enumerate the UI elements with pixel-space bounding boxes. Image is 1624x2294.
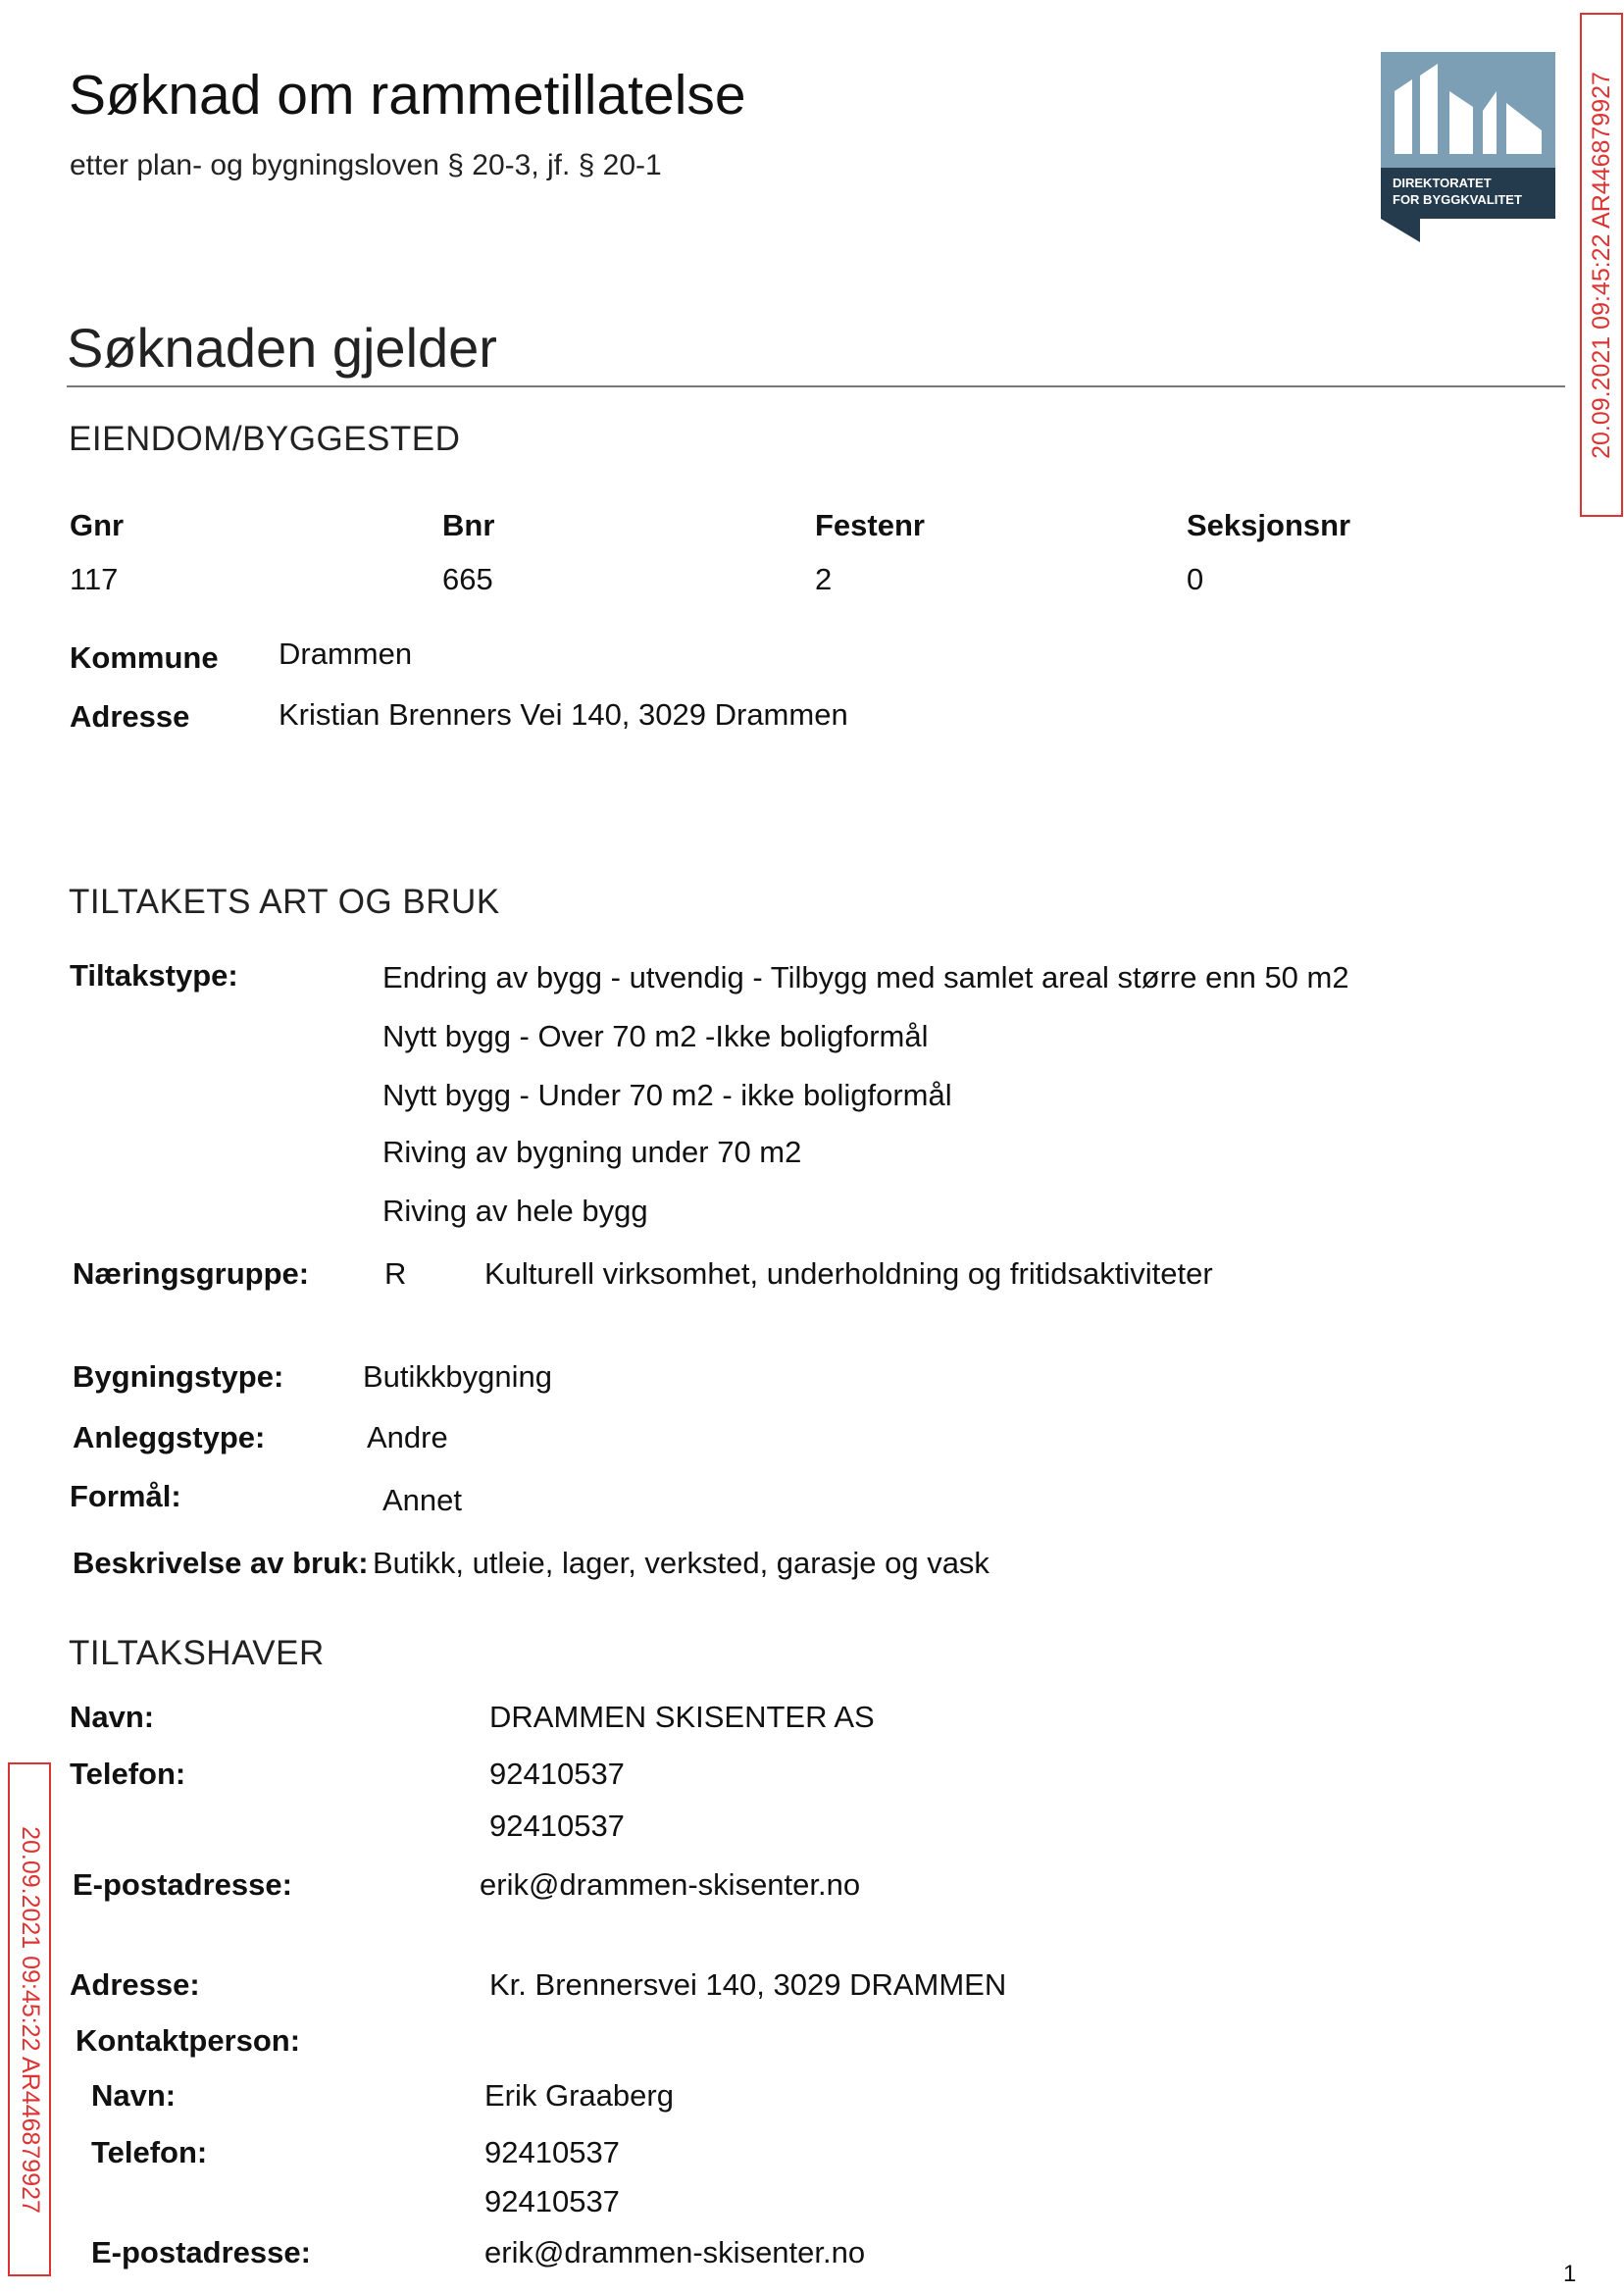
kontakt-epost-value: erik@drammen-skisenter.no bbox=[484, 2235, 866, 2269]
bygningstype-label: Bygningstype: bbox=[73, 1359, 284, 1394]
formal-value: Annet bbox=[382, 1483, 463, 1517]
tiltakshaver-adresse-label: Adresse: bbox=[70, 1967, 200, 2002]
archive-stamp-left bbox=[8, 1762, 51, 2276]
tiltakstype-label: Tiltakstype: bbox=[70, 958, 238, 993]
document-subtitle: etter plan- og bygningsloven § 20-3, jf. § 20-1 bbox=[70, 149, 662, 181]
tiltakstype-item: Riving av hele bygg bbox=[382, 1194, 648, 1228]
logo-tail bbox=[1381, 219, 1420, 242]
gnr-value: 117 bbox=[70, 562, 119, 596]
formal-label: Formål: bbox=[70, 1479, 181, 1513]
page-number: 1 bbox=[1563, 2261, 1577, 2287]
tiltakshaver-epost-value: erik@drammen-skisenter.no bbox=[480, 1867, 861, 1902]
section-title: Søknaden gjelder bbox=[67, 317, 497, 379]
archive-stamp-text: 20.09.2021 09:45:22 AR446879927 bbox=[1587, 71, 1615, 459]
seksjonsnr-label: Seksjonsnr bbox=[1187, 508, 1351, 542]
kommune-value: Drammen bbox=[279, 637, 413, 671]
tiltakstype-item: Nytt bygg - Over 70 m2 -Ikke boligformål bbox=[382, 1019, 929, 1053]
tiltakshaver-adresse-value: Kr. Brennersvei 140, 3029 DRAMMEN bbox=[489, 1967, 1007, 2002]
beskrivelse-label: Beskrivelse av bruk: bbox=[73, 1546, 369, 1580]
tiltakshaver-navn-label: Navn: bbox=[70, 1700, 155, 1734]
festenr-value: 2 bbox=[815, 562, 833, 596]
kommune-label: Kommune bbox=[70, 640, 219, 675]
tiltakshaver-navn-value: DRAMMEN SKISENTER AS bbox=[489, 1700, 875, 1734]
kontakt-navn-value: Erik Graaberg bbox=[484, 2078, 674, 2113]
festenr-label: Festenr bbox=[815, 508, 925, 542]
bnr-label: Bnr bbox=[442, 508, 495, 542]
anleggstype-label: Anleggstype: bbox=[73, 1420, 266, 1454]
logo-text-line-2: FOR BYGGKVALITET bbox=[1393, 192, 1522, 207]
kontakt-navn-label: Navn: bbox=[91, 2078, 177, 2113]
tiltakshaver-epost-label: E-postadresse: bbox=[73, 1867, 292, 1902]
section-divider bbox=[67, 385, 1565, 387]
tiltakstype-item: Nytt bygg - Under 70 m2 - ikke boligformål bbox=[382, 1078, 952, 1112]
logo-text-line-1: DIREKTORATET bbox=[1393, 176, 1492, 190]
tiltakstype-item: Endring av bygg - utvendig - Tilbygg med samlet areal større enn 50 m2 bbox=[382, 960, 1349, 994]
kontaktperson-label: Kontaktperson: bbox=[76, 2023, 301, 2058]
tiltakshaver-telefon-value-2: 92410537 bbox=[489, 1809, 625, 1843]
seksjonsnr-value: 0 bbox=[1187, 562, 1204, 596]
anleggstype-value: Andre bbox=[367, 1420, 448, 1454]
tiltakstype-item: Riving av bygning under 70 m2 bbox=[382, 1135, 802, 1169]
adresse-label: Adresse bbox=[70, 699, 190, 734]
beskrivelse-value: Butikk, utleie, lager, verksted, garasje og vask bbox=[373, 1546, 990, 1580]
kontakt-telefon-value-2: 92410537 bbox=[484, 2184, 620, 2218]
naeringsgruppe-code: R bbox=[384, 1256, 407, 1291]
eiendom-heading: EIENDOM/BYGGESTED bbox=[69, 420, 461, 458]
bygningstype-value: Butikkbygning bbox=[363, 1359, 553, 1394]
adresse-value: Kristian Brenners Vei 140, 3029 Drammen bbox=[279, 697, 848, 732]
bnr-value: 665 bbox=[442, 562, 493, 596]
tiltakshaver-heading: TILTAKSHAVER bbox=[69, 1634, 325, 1672]
dibk-logo bbox=[1381, 52, 1555, 219]
kontakt-telefon-label: Telefon: bbox=[91, 2135, 208, 2169]
naeringsgruppe-label: Næringsgruppe: bbox=[73, 1256, 310, 1291]
tiltak-heading: TILTAKETS ART OG BRUK bbox=[69, 883, 500, 921]
tiltakshaver-telefon-value: 92410537 bbox=[489, 1757, 625, 1791]
tiltakshaver-telefon-label: Telefon: bbox=[70, 1757, 186, 1791]
document-title: Søknad om rammetillatelse bbox=[69, 64, 746, 127]
kontakt-epost-label: E-postadresse: bbox=[91, 2235, 311, 2269]
naeringsgruppe-value: Kulturell virksomhet, underholdning og fritidsaktiviteter bbox=[484, 1256, 1213, 1291]
kontakt-telefon-value: 92410537 bbox=[484, 2135, 620, 2169]
archive-stamp-right bbox=[1580, 13, 1623, 517]
gnr-label: Gnr bbox=[70, 508, 125, 542]
archive-stamp-text: 20.09.2021 09:45:22 AR446879927 bbox=[16, 1825, 44, 2214]
